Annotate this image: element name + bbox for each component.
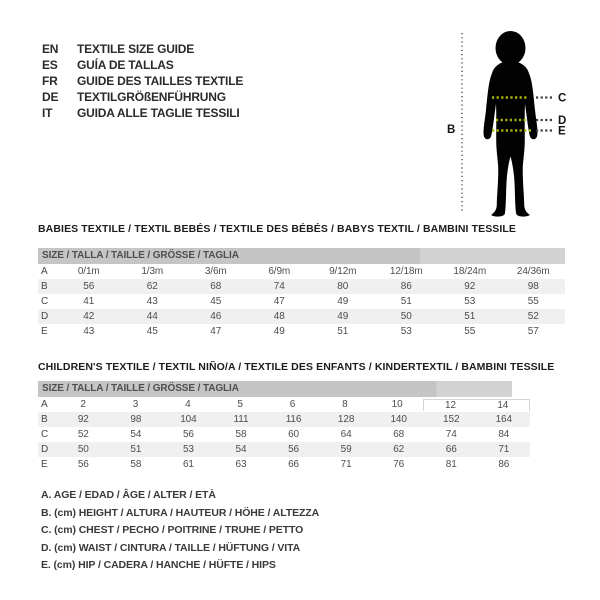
- value-cell: 62: [146, 281, 158, 292]
- row-label: A: [41, 399, 48, 410]
- language-code: IT: [42, 106, 53, 120]
- value-cell: 152: [443, 414, 460, 425]
- table-header: [38, 248, 565, 264]
- value-cell: 74: [445, 429, 457, 440]
- language-label: TEXTILE SIZE GUIDE: [77, 42, 195, 56]
- value-cell: 86: [498, 459, 510, 470]
- value-cell: 63: [235, 459, 247, 470]
- size-cell: 12: [423, 399, 476, 411]
- value-cell: 92: [77, 414, 89, 425]
- value-cell: 98: [130, 414, 142, 425]
- table-row: [38, 279, 565, 294]
- row-label: B: [41, 414, 48, 425]
- value-cell: 76: [393, 459, 405, 470]
- value-cell: 43: [83, 326, 95, 337]
- language-label: GUÍA DE TALLAS: [77, 58, 174, 72]
- row-label: A: [41, 266, 48, 277]
- size-cell: 0/1m: [77, 266, 100, 277]
- table-row: [38, 264, 565, 279]
- value-cell: 51: [464, 311, 476, 322]
- children-section-title: CHILDREN'S TEXTILE / TEXTIL NIÑO/A / TEXTILE DES ENFANTS / KINDERTEXTIL / BAMBINI TESSILE: [38, 361, 555, 373]
- value-cell: 98: [527, 281, 539, 292]
- value-cell: 51: [337, 326, 349, 337]
- value-cell: 53: [464, 296, 476, 307]
- size-cell: 6/9m: [268, 266, 291, 277]
- value-cell: 52: [77, 429, 89, 440]
- table-row: [38, 442, 530, 457]
- child-silhouette-icon: [440, 10, 600, 220]
- value-cell: 54: [235, 444, 247, 455]
- value-cell: 51: [400, 296, 412, 307]
- value-cell: 44: [146, 311, 158, 322]
- children-size-table: [38, 381, 530, 472]
- value-cell: 45: [146, 326, 158, 337]
- language-code: FR: [42, 74, 58, 88]
- row-label: C: [41, 296, 49, 307]
- value-cell: 80: [337, 281, 349, 292]
- value-cell: 68: [393, 429, 405, 440]
- value-cell: 55: [527, 296, 539, 307]
- value-cell: 46: [210, 311, 222, 322]
- table-row: [38, 427, 530, 442]
- value-cell: 164: [495, 414, 512, 425]
- value-cell: 62: [393, 444, 405, 455]
- size-cell: 4: [185, 399, 191, 410]
- table-rows: [38, 397, 530, 472]
- value-cell: 57: [527, 326, 539, 337]
- value-cell: 61: [182, 459, 194, 470]
- value-cell: 71: [498, 444, 510, 455]
- size-cell: 3: [132, 399, 139, 410]
- value-cell: 71: [340, 459, 352, 470]
- legend-line: D. (cm) WAIST / CINTURA / TAILLE / HÜFTUNG / VITA: [41, 541, 301, 554]
- value-cell: 59: [340, 444, 352, 455]
- value-cell: 111: [233, 414, 249, 425]
- row-label: E: [41, 459, 48, 470]
- value-cell: 41: [83, 296, 95, 307]
- legend-line: A. AGE / EDAD / ÂGE / ALTER / ETÀ: [41, 489, 216, 501]
- value-cell: 55: [464, 326, 476, 337]
- value-cell: 60: [288, 429, 299, 440]
- table-row: [38, 294, 565, 309]
- table-row: [38, 397, 530, 412]
- language-list: [42, 41, 243, 121]
- language-row: [42, 41, 243, 57]
- size-cell: 14: [477, 399, 530, 411]
- value-cell: 58: [235, 429, 247, 440]
- value-cell: 56: [288, 444, 299, 455]
- language-label: TEXTILGRÖßENFÜHRUNG: [77, 90, 226, 104]
- value-cell: 128: [337, 414, 355, 425]
- table-row: [38, 412, 530, 427]
- value-cell: 50: [400, 311, 412, 322]
- language-row: [42, 89, 243, 105]
- size-cell: 12/18m: [389, 266, 423, 277]
- table-header-label: SIZE / TALLA / TAILLE / GRÖSSE / TAGLIA: [42, 383, 239, 394]
- value-cell: 64: [340, 429, 352, 440]
- value-cell: 84: [498, 429, 510, 440]
- table-row: [38, 309, 565, 324]
- row-label: C: [41, 429, 49, 440]
- legend-line: B. (cm) HEIGHT / ALTURA / HAUTEUR / HÖHE / ALTEZZA: [41, 506, 320, 519]
- child-body-silhouette: [484, 31, 538, 217]
- size-cell: 10: [391, 399, 403, 410]
- value-cell: 47: [210, 326, 222, 337]
- value-cell: 54: [130, 429, 142, 440]
- value-cell: 47: [273, 296, 285, 307]
- table-row: [38, 324, 565, 339]
- value-cell: 140: [390, 414, 407, 425]
- value-cell: 53: [182, 444, 194, 455]
- babies-section-title: BABIES TEXTILE / TEXTIL BEBÉS / TEXTILE DES BÉBÉS / BABYS TEXTIL / BAMBINI TESSILE: [38, 223, 517, 235]
- row-label: D: [41, 444, 49, 455]
- language-code: EN: [42, 42, 59, 56]
- table-rows: [38, 264, 565, 339]
- legend-line: C. (cm) CHEST / PECHO / POITRINE / TRUHE / PETTO: [41, 524, 304, 537]
- size-cell: 9/12m: [329, 266, 357, 277]
- row-label: E: [41, 326, 48, 337]
- size-cell: 18/24m: [453, 266, 487, 277]
- size-cell: 1/3m: [141, 266, 164, 277]
- language-row: [42, 105, 243, 121]
- language-code: ES: [42, 58, 58, 72]
- table-row: [38, 457, 530, 472]
- value-cell: 49: [337, 296, 349, 307]
- language-code: DE: [42, 90, 59, 104]
- measurement-label-c: C: [558, 92, 567, 105]
- size-cell: 6: [289, 399, 296, 410]
- value-cell: 68: [210, 281, 222, 292]
- value-cell: 45: [210, 296, 222, 307]
- value-cell: 86: [400, 281, 412, 292]
- value-cell: 56: [77, 459, 89, 470]
- measurement-legend: [41, 487, 319, 575]
- value-cell: 104: [180, 414, 197, 425]
- language-row: [42, 57, 243, 73]
- size-cell: 24/36m: [516, 266, 550, 277]
- table-header-label: SIZE / TALLA / TAILLE / GRÖSSE / TAGLIA: [42, 250, 239, 261]
- value-cell: 92: [464, 281, 476, 292]
- value-cell: 52: [527, 311, 539, 322]
- value-cell: 116: [285, 414, 302, 425]
- value-cell: 42: [83, 311, 95, 322]
- size-cell: 8: [342, 399, 348, 410]
- child-silhouette-figure: [440, 10, 600, 220]
- value-cell: 49: [337, 311, 349, 322]
- value-cell: 74: [273, 281, 285, 292]
- measurement-label-d: D: [558, 115, 567, 127]
- value-cell: 50: [77, 444, 89, 455]
- value-cell: 58: [130, 459, 142, 470]
- value-cell: 51: [130, 444, 142, 455]
- measurement-label-b: B: [447, 124, 456, 136]
- language-row: [42, 73, 243, 89]
- value-cell: 66: [445, 444, 457, 455]
- value-cell: 56: [83, 281, 95, 292]
- value-cell: 48: [273, 311, 285, 322]
- size-cell: 3/6m: [204, 266, 227, 277]
- value-cell: 56: [182, 429, 194, 440]
- language-label: GUIDE DES TAILLES TEXTILE: [77, 74, 244, 88]
- value-cell: 43: [146, 296, 158, 307]
- value-cell: 49: [273, 326, 285, 337]
- babies-size-table: [38, 248, 565, 339]
- value-cell: 53: [400, 326, 412, 337]
- size-cell: 2: [80, 399, 86, 410]
- language-label: GUIDA ALLE TAGLIE TESSILI: [77, 106, 240, 120]
- row-label: D: [41, 311, 49, 322]
- row-label: B: [41, 281, 48, 292]
- measurement-label-e: E: [558, 125, 566, 138]
- size-cell: 5: [237, 399, 243, 410]
- value-cell: 81: [445, 459, 457, 470]
- table-header: [38, 381, 530, 397]
- legend-line: E. (cm) HIP / CADERA / HANCHE / HÜFTE / HIPS: [41, 559, 276, 572]
- value-cell: 66: [288, 459, 299, 470]
